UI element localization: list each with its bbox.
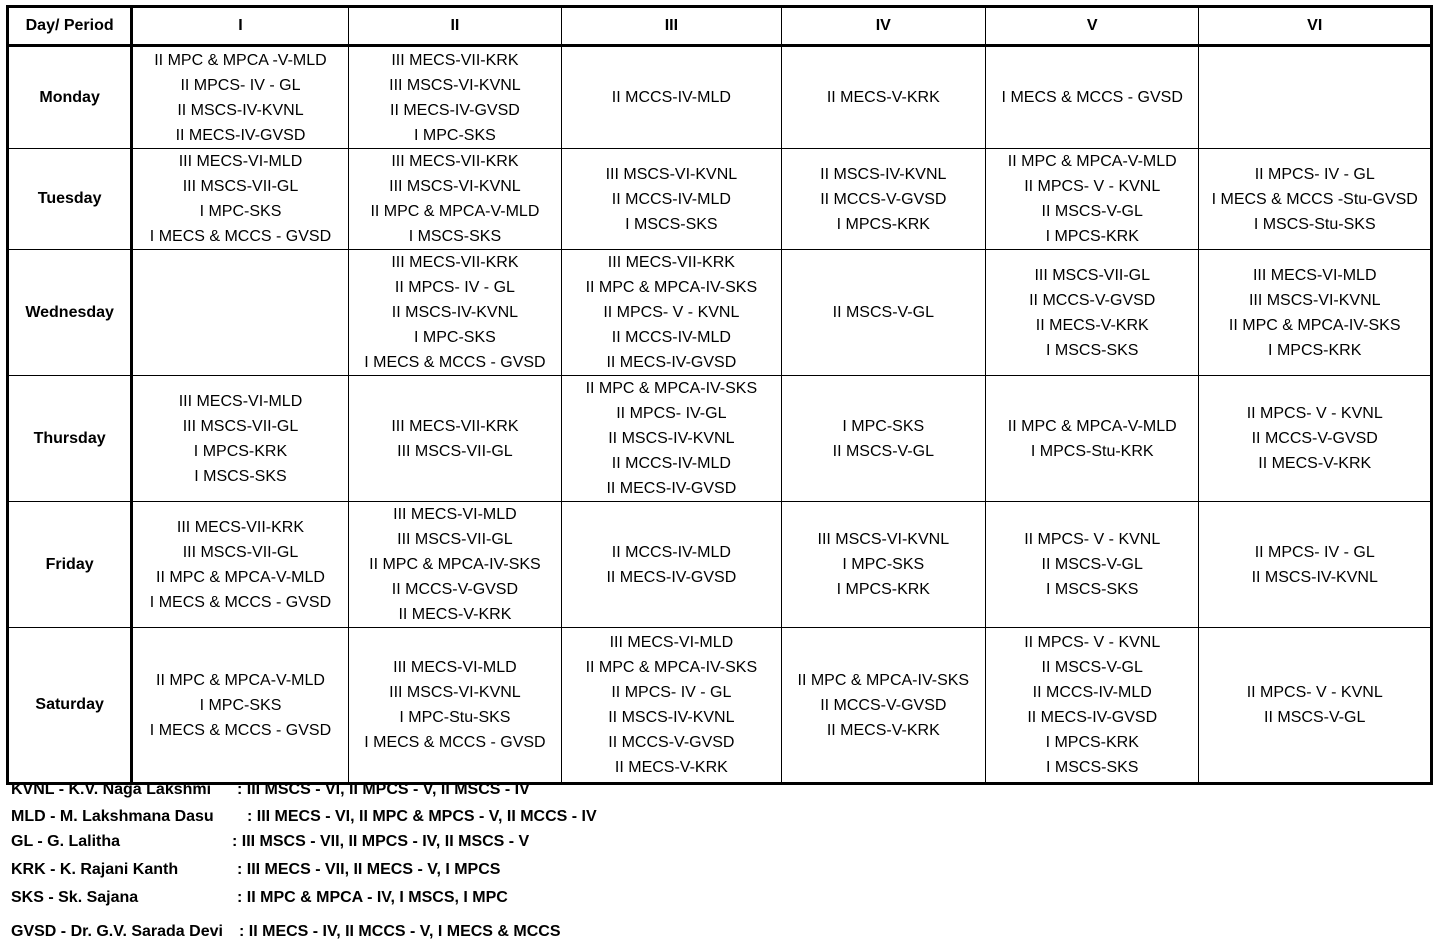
- period-cell: [348, 46, 561, 149]
- class-entry: I MSCS-Stu-SKS: [1253, 215, 1376, 233]
- faculty-name: KVNL - K.V. Naga Lakshmi: [11, 781, 212, 798]
- class-entry: I MSCS-SKS: [194, 467, 287, 485]
- period-cell: [986, 376, 1199, 502]
- period-cell: [562, 149, 781, 250]
- class-entry: III MECS-VII-KRK: [391, 51, 519, 69]
- period-header-6: VI: [1199, 7, 1432, 46]
- class-entry: II MSCS-IV-KVNL: [1251, 568, 1378, 586]
- timetable: [6, 5, 1433, 785]
- class-entry: II MPCS- V - KVNL: [603, 304, 740, 321]
- period-cell: [348, 628, 561, 784]
- class-entry: III MECS-VI-MLD: [178, 392, 303, 410]
- class-entry: II MPC & MPCA-IV-SKS: [369, 556, 541, 573]
- class-entry: III MSCS-VI-KVNL: [817, 531, 950, 548]
- class-entry: II MSCS-V-GL: [1041, 203, 1143, 220]
- class-entry: II MPC & MPCA-IV-SKS: [585, 279, 758, 296]
- class-entry: II MCCS-V-GVSD: [1251, 430, 1378, 447]
- class-entry: II MCCS-IV-MLD: [611, 455, 731, 472]
- class-entry: II MPC & MPCA-V-MLD: [156, 671, 325, 689]
- period-cell: [781, 250, 985, 376]
- class-entry: II MCCS-IV-MLD: [611, 89, 731, 106]
- day-row-tuesday: [8, 149, 1432, 250]
- period-cell: [348, 376, 561, 502]
- class-entry: I MPCS-KRK: [193, 442, 288, 460]
- class-entry: I MPCS-KRK: [836, 581, 930, 598]
- period-cell: [986, 628, 1199, 784]
- class-entry: III MECS-VII-KRK: [391, 153, 519, 170]
- class-entry: II MECS-V-KRK: [614, 759, 728, 776]
- class-entry: II MCCS-V-GVSD: [1029, 291, 1156, 309]
- class-entry: III MSCS-VII-GL: [397, 531, 513, 548]
- faculty-subjects: : II MECS - IV, II MCCS - V, I MECS & MCCS: [239, 923, 561, 940]
- class-entry: II MECS-V-KRK: [1035, 316, 1149, 334]
- header-row: [8, 7, 1432, 46]
- class-entry: II MPCS- V - KVNL: [1246, 405, 1383, 422]
- class-entry: II MECS-IV-GVSD: [606, 568, 737, 586]
- period-cell: [781, 502, 985, 628]
- class-entry: III MECS-VII-KRK: [607, 254, 735, 271]
- class-entry: II MCCS-IV-MLD: [611, 543, 731, 561]
- period-cell: [1199, 149, 1432, 250]
- class-entry: II MSCS-V-GL: [1041, 659, 1143, 676]
- period-header-4: IV: [781, 7, 985, 46]
- class-entry: II MPCS- IV - GL: [1254, 543, 1375, 561]
- corner-header: Day/ Period: [8, 7, 132, 46]
- period-header-3: III: [562, 7, 781, 46]
- day-label: Thursday: [8, 376, 132, 502]
- class-entry: II MECS-V-KRK: [826, 89, 940, 106]
- faculty-subjects: : II MPC & MPCA - IV, I MSCS, I MPC: [237, 889, 508, 906]
- class-entry: I MPCS-KRK: [1045, 228, 1139, 245]
- class-entry: I MPC-Stu-SKS: [399, 709, 511, 726]
- class-entry: I MPC-SKS: [842, 417, 925, 435]
- class-entry: III MSCS-VII-GL: [182, 543, 299, 561]
- period-cell: [781, 376, 985, 502]
- class-entry: II MCCS-IV-MLD: [611, 190, 731, 208]
- class-entry: II MPCS- IV - GL: [180, 76, 301, 94]
- period-cell: [986, 149, 1199, 250]
- class-entry: III MSCS-VII-GL: [182, 178, 299, 195]
- day-row-saturday: [8, 628, 1432, 784]
- class-entry: III MECS-VI-MLD: [393, 659, 517, 676]
- class-entry: II MPC & MPCA-V-MLD: [1007, 153, 1177, 170]
- class-entry: II MSCS-V-GL: [1041, 556, 1143, 573]
- day-row-wednesday: [8, 250, 1432, 376]
- class-entry: III MSCS-VI-KVNL: [605, 165, 738, 183]
- period-cell: [781, 46, 985, 149]
- class-entry: III MSCS-VI-KVNL: [1248, 291, 1381, 309]
- class-entry: II MPCS- IV - GL: [611, 684, 732, 701]
- period-cell: [348, 502, 561, 628]
- day-label: Tuesday: [8, 149, 132, 250]
- class-entry: II MPCS- V - KVNL: [1246, 684, 1383, 701]
- period-cell: [348, 250, 561, 376]
- class-entry: II MPCS- V - KVNL: [1024, 178, 1161, 195]
- class-entry: I MPC-SKS: [199, 696, 282, 714]
- class-entry: II MPCS- IV - GL: [394, 279, 515, 296]
- class-entry: III MECS-VII-KRK: [176, 518, 305, 536]
- day-label: Monday: [8, 46, 132, 149]
- class-entry: II MPC & MPCA-V-MLD: [370, 203, 540, 220]
- period-cell: [132, 376, 348, 502]
- class-entry: II MPCS- IV-GL: [616, 405, 727, 422]
- period-cell: [1199, 502, 1432, 628]
- class-entry: II MPCS- IV - GL: [1254, 165, 1375, 183]
- class-entry: II MECS-IV-GVSD: [606, 480, 737, 497]
- class-entry: II MPC & MPCA-IV-SKS: [585, 380, 758, 397]
- class-entry: I MPC-SKS: [414, 329, 496, 346]
- day-row-thursday: [8, 376, 1432, 502]
- faculty-subjects: : III MSCS - VI, II MPCS - V, II MSCS - IV: [237, 781, 530, 798]
- class-entry: I MSCS-SKS: [1046, 759, 1139, 776]
- class-entry: II MSCS-IV-KVNL: [608, 709, 735, 726]
- period-cell: [1199, 46, 1432, 149]
- class-entry: II MCCS-IV-MLD: [1032, 684, 1152, 701]
- class-entry: III MSCS-VI-KVNL: [389, 76, 521, 94]
- class-entry: II MSCS-IV-KVNL: [608, 430, 735, 447]
- period-header-2: II: [348, 7, 561, 46]
- class-entry: II MPC & MPCA-IV-SKS: [797, 671, 970, 689]
- period-header-5: V: [986, 7, 1199, 46]
- period-cell: [562, 376, 781, 502]
- class-entry: II MSCS-V-GL: [832, 442, 934, 460]
- class-entry: II MCCS-IV-MLD: [611, 329, 731, 346]
- class-entry: III MSCS-VII-GL: [397, 442, 513, 460]
- period-cell: [562, 46, 781, 149]
- period-cell: [1199, 628, 1432, 784]
- class-entry: I MPC-SKS: [842, 556, 925, 573]
- period-cell: [132, 628, 348, 784]
- class-entry: I MSCS-SKS: [1046, 341, 1139, 359]
- class-entry: III MSCS-VI-KVNL: [389, 684, 521, 701]
- class-entry: I MECS & MCCS -Stu-GVSD: [1211, 190, 1418, 208]
- class-entry: II MPC & MPCA-IV-SKS: [585, 659, 758, 676]
- class-entry: III MECS-VII-KRK: [391, 417, 519, 435]
- class-entry: II MECS-IV-GVSD: [175, 126, 306, 144]
- faculty-name: SKS - Sk. Sajana: [11, 889, 139, 906]
- period-cell: [132, 149, 348, 250]
- day-row-monday: [8, 46, 1432, 149]
- class-entry: III MSCS-VII-GL: [1034, 266, 1151, 284]
- faculty-subjects: : III MECS - VII, II MECS - V, I MPCS: [237, 861, 501, 878]
- faculty-name: GVSD - Dr. G.V. Sarada Devi: [11, 923, 223, 940]
- faculty-name: MLD - M. Lakshmana Dasu: [11, 808, 214, 825]
- class-entry: II MECS-V-KRK: [398, 606, 512, 623]
- day-row-friday: [8, 502, 1432, 628]
- class-entry: II MCCS-V-GVSD: [820, 696, 947, 714]
- timetable-body: [8, 46, 1432, 784]
- class-entry: II MCCS-V-GVSD: [608, 734, 735, 751]
- class-entry: I MECS & MCCS - GVSD: [149, 593, 332, 611]
- class-entry: II MSCS-V-GL: [832, 304, 934, 321]
- class-entry: II MECS-IV-GVSD: [390, 101, 520, 119]
- class-entry: I MSCS-SKS: [1046, 581, 1139, 598]
- class-entry: II MECS-V-KRK: [826, 721, 940, 739]
- class-entry: III MSCS-VI-KVNL: [389, 178, 521, 195]
- faculty-subjects: : III MECS - VI, II MPC & MPCS - V, II MCCS - IV: [247, 808, 597, 825]
- class-entry: II MECS-IV-GVSD: [1027, 709, 1158, 726]
- period-cell: [562, 502, 781, 628]
- class-entry: II MCCS-V-GVSD: [820, 190, 947, 208]
- period-cell: [781, 628, 985, 784]
- class-entry: II MSCS-V-GL: [1264, 709, 1366, 726]
- period-header-1: I: [132, 7, 348, 46]
- period-cell: [348, 149, 561, 250]
- class-entry: I MPCS-Stu-KRK: [1030, 442, 1154, 460]
- day-label: Wednesday: [8, 250, 132, 376]
- period-cell: [562, 250, 781, 376]
- class-entry: II MPC & MPCA-V-MLD: [156, 568, 325, 586]
- faculty-subjects: : III MSCS - VII, II MPCS - IV, II MSCS - V: [232, 833, 530, 850]
- day-label: Saturday: [8, 628, 132, 784]
- period-cell: [562, 628, 781, 784]
- class-entry: II MPCS- V - KVNL: [1024, 531, 1161, 548]
- class-entry: I MECS & MCCS - GVSD: [1001, 89, 1183, 106]
- period-cell: [986, 502, 1199, 628]
- class-entry: I MECS & MCCS - GVSD: [364, 734, 546, 751]
- class-entry: I MPCS-KRK: [1268, 341, 1362, 359]
- class-entry: II MECS-IV-GVSD: [606, 354, 737, 371]
- class-entry: III MECS-VI-MLD: [178, 153, 303, 170]
- class-entry: I MPCS-KRK: [836, 215, 930, 233]
- class-entry: I MECS & MCCS - GVSD: [364, 354, 546, 371]
- class-entry: III MECS-VI-MLD: [393, 506, 517, 523]
- period-cell: [781, 149, 985, 250]
- period-cell: [132, 46, 348, 149]
- class-entry: II MPC & MPCA-V-MLD: [1007, 417, 1177, 435]
- class-entry: II MCCS-V-GVSD: [391, 581, 519, 598]
- class-entry: I MSCS-SKS: [625, 215, 718, 233]
- day-label: Friday: [8, 502, 132, 628]
- class-entry: II MPCS- V - KVNL: [1024, 634, 1161, 651]
- class-entry: I MPC-SKS: [414, 126, 496, 144]
- class-entry: II MECS-V-KRK: [1258, 455, 1372, 472]
- class-entry: II MSCS-IV-KVNL: [391, 304, 519, 321]
- period-cell: [1199, 250, 1432, 376]
- class-entry: II MPC & MPCA-IV-SKS: [1228, 316, 1401, 334]
- class-entry: III MSCS-VII-GL: [182, 417, 299, 435]
- class-entry: I MECS & MCCS - GVSD: [149, 721, 332, 739]
- faculty-name: GL - G. Lalitha: [11, 833, 121, 850]
- class-entry: II MSCS-IV-KVNL: [820, 165, 947, 183]
- period-cell: [1199, 376, 1432, 502]
- class-entry: III MECS-VII-KRK: [391, 254, 519, 271]
- period-cell: [986, 250, 1199, 376]
- class-entry: I MECS & MCCS - GVSD: [149, 228, 332, 245]
- class-entry: I MSCS-SKS: [408, 228, 502, 245]
- class-entry: III MECS-VI-MLD: [609, 634, 734, 651]
- period-cell: [986, 46, 1199, 149]
- class-entry: III MECS-VI-MLD: [1252, 266, 1377, 284]
- class-entry: II MSCS-IV-KVNL: [177, 101, 304, 119]
- faculty-name: KRK - K. Rajani Kanth: [11, 861, 179, 878]
- class-entry: I MPCS-KRK: [1045, 734, 1139, 751]
- class-entry: I MPC-SKS: [199, 203, 282, 220]
- class-entry: II MPC & MPCA -V-MLD: [154, 51, 327, 69]
- period-cell: [132, 502, 348, 628]
- period-cell: [132, 250, 348, 376]
